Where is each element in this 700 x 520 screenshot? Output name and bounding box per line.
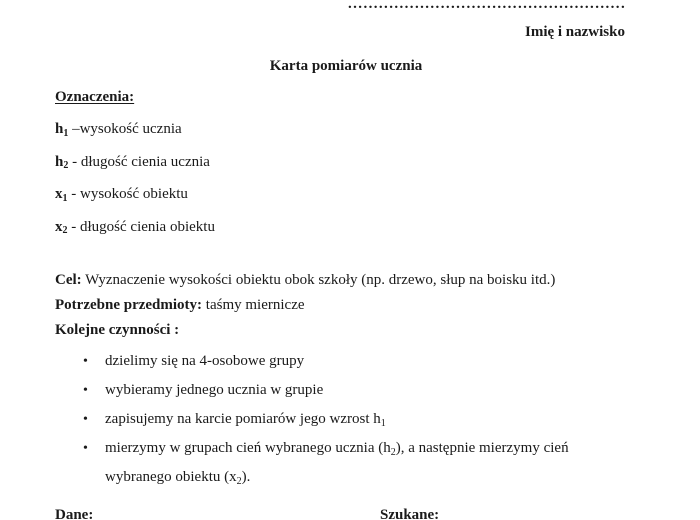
definition-line xyxy=(55,211,215,244)
text-segment: ), a następnie mierzymy cień xyxy=(395,440,569,456)
definition-line xyxy=(55,113,215,146)
footer-row xyxy=(0,506,700,520)
notation-definitions xyxy=(55,113,215,243)
list-item-text xyxy=(105,353,304,369)
text-segment: - długość cienia ucznia xyxy=(68,153,210,170)
subscript-text: 2 xyxy=(390,446,396,458)
list-item xyxy=(83,434,643,492)
list-item-text xyxy=(55,121,182,137)
subscript-text: 2 xyxy=(236,475,242,487)
materials-label: Potrzebne przedmioty: xyxy=(55,297,203,313)
bullet-icon: • xyxy=(83,412,88,427)
text-segment: h xyxy=(55,121,64,137)
subscript-text: 1 xyxy=(63,127,69,139)
notation-heading: Oznaczenia: xyxy=(55,89,135,105)
text-segment: wybranego obiektu (x xyxy=(105,469,237,485)
text-segment: - wysokość obiektu xyxy=(67,186,188,202)
list-item-text xyxy=(105,440,569,485)
text-segment: dzielimy się na 4-osobowe grupy xyxy=(105,353,305,369)
subscript-text: 1 xyxy=(62,192,68,204)
text-segment: h xyxy=(55,153,64,170)
list-item-text xyxy=(105,382,323,398)
goal-text: Wyznaczenie wysokości obiektu obok szkoły (np. drzewo, słup na boisku itd.) xyxy=(81,272,556,288)
subscript-text: 2 xyxy=(62,225,68,236)
subscript-text: 1 xyxy=(380,417,386,429)
materials-text: taśmy miernicze xyxy=(202,297,305,313)
materials-line xyxy=(55,296,655,315)
szukane-label: Szukane: xyxy=(380,507,440,520)
text-segment: x xyxy=(55,186,63,202)
text-segment: mierzymy w grupach cień wybranego ucznia (h xyxy=(105,440,391,456)
name-dotted-line: ...................................................... xyxy=(348,0,626,10)
list-item-text xyxy=(55,186,188,202)
dane-label: Dane: xyxy=(55,507,94,520)
bullet-icon: • xyxy=(83,383,88,398)
procedure-heading: Kolejne czynności : xyxy=(55,322,180,338)
page-title: Karta pomiarów ucznia xyxy=(269,58,423,74)
name-surname-label: Imię i nazwisko xyxy=(524,24,625,40)
list-item-text xyxy=(105,411,386,427)
list-item-text xyxy=(55,154,210,170)
list-item xyxy=(83,347,643,376)
goal-line xyxy=(55,271,655,290)
subscript-text: 2 xyxy=(63,160,69,171)
text-segment: wybieramy jednego ucznia w grupie xyxy=(105,382,324,398)
text-segment: - długość cienia obiektu xyxy=(67,218,215,235)
procedure-list xyxy=(83,347,643,492)
text-segment: zapisujemy na karcie pomiarów jego wzrost h xyxy=(105,411,381,427)
bullet-icon: • xyxy=(83,354,88,369)
definition-line xyxy=(55,178,215,211)
text-segment: x xyxy=(55,218,63,235)
list-item-text xyxy=(55,219,215,235)
goal-label: Cel: xyxy=(55,272,82,288)
bullet-icon: • xyxy=(83,441,88,456)
list-item xyxy=(83,405,643,434)
definition-line xyxy=(55,146,215,179)
list-item xyxy=(83,376,643,405)
text-segment: –wysokość ucznia xyxy=(68,121,182,137)
text-segment: ). xyxy=(241,469,251,485)
